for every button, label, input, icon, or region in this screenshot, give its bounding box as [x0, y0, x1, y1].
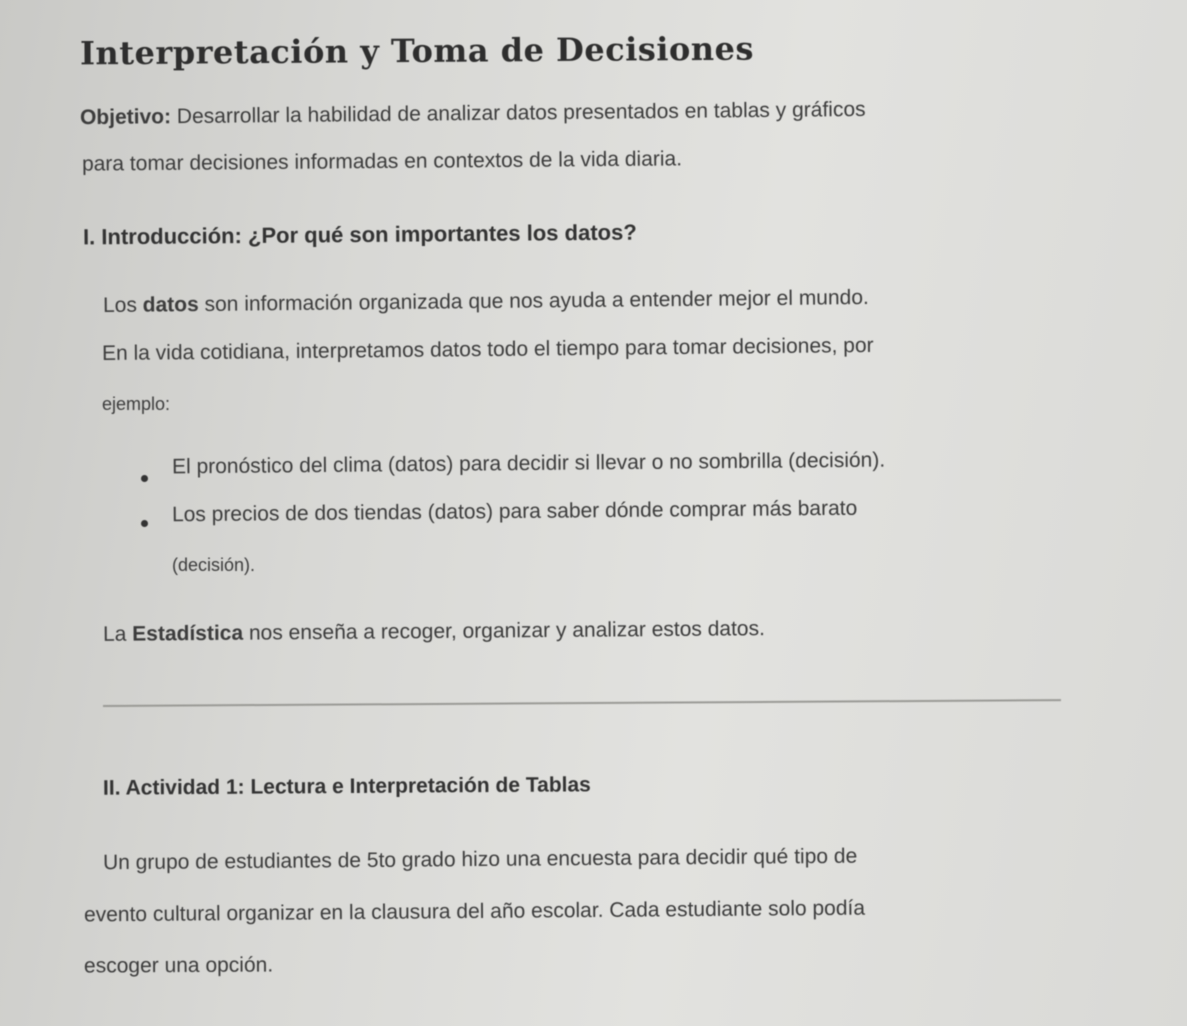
statistics-line [103, 617, 765, 647]
statistics-rest: nos enseña a recoger, organizar y analizar estos datos. [242, 617, 765, 645]
activity-line-2: evento cultural organizar en la clausura del año escolar. Cada estudiante solo podía [83, 896, 866, 927]
bullet-1-text: El pronóstico del clima (datos) para decidir si llevar o no sombrilla (decisión). [171, 448, 886, 479]
statistics-bold: Estadística [132, 621, 244, 646]
activity-line-3: escoger una opción. [83, 953, 274, 978]
objective-line-2: para tomar decisiones informadas en contextos de la vida diaria. [81, 147, 683, 176]
statistics-prefix: La [102, 622, 133, 646]
intro-bold-datos: datos [142, 293, 199, 317]
objective-text-1: Desarrollar la habilidad de analizar datos presentados en tablas y gráficos [170, 97, 866, 129]
bullet-dot [141, 520, 148, 527]
bullet-dot [141, 475, 148, 482]
intro-prefix: Los [102, 293, 143, 318]
objective-line-1 [80, 98, 866, 130]
section-1-title: Introducción: ¿Por qué son importantes los datos? [101, 219, 637, 250]
section-1-number: I. [82, 224, 102, 250]
intro-line-1-rest: son información organizada que nos ayuda a entender mejor el mundo. [198, 285, 869, 317]
intro-line-1 [103, 286, 869, 318]
section-2-heading: II. Actividad 1: Lectura e Interpretación de Tablas [102, 773, 591, 800]
activity-line-1: Un grupo de estudiantes de 5to grado hizo una encuesta para decidir qué tipo de [102, 844, 858, 875]
bullet-2-text-cont: (decisión). [172, 555, 256, 575]
page-title: Interpretación y Toma de Decisiones [79, 29, 755, 73]
section-divider [103, 699, 1061, 707]
bullet-2-text: Los precios de dos tiendas (datos) para saber dónde comprar más barato [171, 496, 858, 527]
section-1-heading [83, 220, 637, 251]
objective-label: Objetivo: [79, 105, 172, 130]
intro-line-3: ejemplo: [102, 394, 171, 414]
intro-line-2: En la vida cotidiana, interpretamos datos todo el tiempo para tomar decisiones, por [101, 333, 874, 366]
